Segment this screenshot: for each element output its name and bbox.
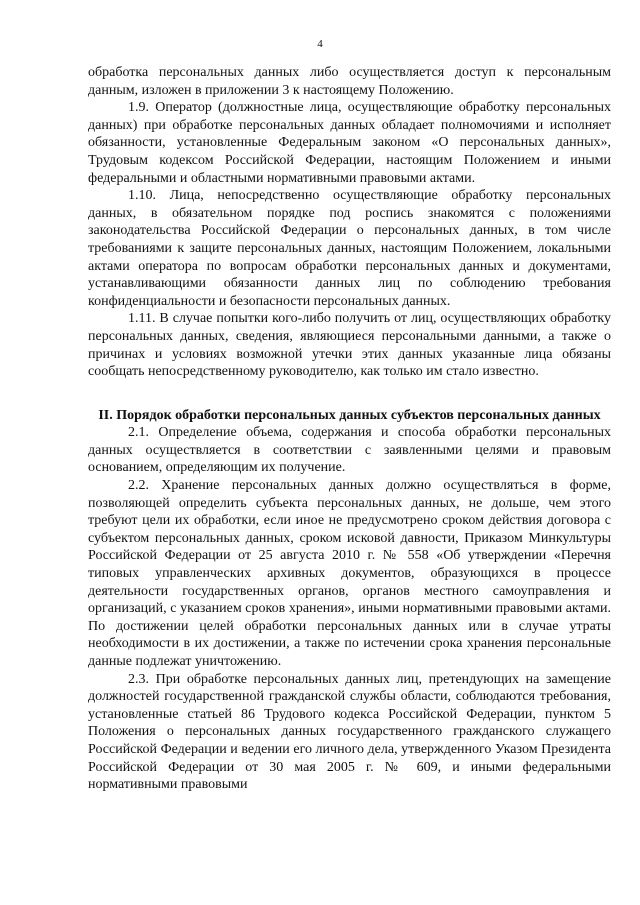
document-body	[88, 64, 611, 794]
paragraph-2-1: 2.1. Определение объема, содержания и способа обработки персональных данных осуществляется в соответствии с заявленными целями и правовым основанием, определяющим их получение.	[88, 425, 611, 476]
section-heading: II. Порядок обработки персональных данных субъектов персональных данных	[98, 407, 601, 423]
paragraph-2-3: 2.3. При обработке персональных данных лиц, претендующих на замещение должностей государственной гражданской службы области, соблюдаются требования, установленные статьей 86 Трудового кодекса Российской Федерации, пунктом 5 Положения о персональных данных государственного гражданского служащего Российской Федерации и ведении его личного дела, утвержденного Указом Президента Российской Федерации от 30 мая 2005 г. № 609, и иными федеральными нормативными правовыми	[88, 671, 611, 793]
paragraph-2-2: 2.2. Хранение персональных данных должно осуществляться в форме, позволяющей определить субъекта персональных данных, не дольше, чем этого требуют цели их обработки, если иное не предусмотрено сроком действия договора с субъектом персональных данных, сроком исковой давности, Приказом Минкультуры Российской Федерации от 25 августа 2010 г. № 558 «Об утверждении «Перечня типовых управленческих архивных документов, образующихся в процессе деятельности государственных органов, органов местного самоуправления и организаций, с указанием сроков хранения», иными нормативными правовыми актами. По достижении целей обработки персональных данных или в случае утраты необходимости в их достижении, а также по истечении срока хранения персональные данные подлежат уничтожению.	[88, 478, 611, 669]
paragraph-1-10: 1.10. Лица, непосредственно осуществляющие обработку персональных данных, в обязательном порядке под роспись знакомятся с положениями законодательства Российской Федерации о персональных данных, в том числе требованиями к защите персональных данных, настоящим Положением, локальными актами оператора по вопросам обработки персональных данных и документами, устанавливающими обязанности данных лиц по соблюдению требования конфиденциальности и безопасности персональных данных.	[88, 188, 611, 309]
page-number: 4	[317, 38, 323, 50]
paragraph-1-11: 1.11. В случае попытки кого-либо получить от лиц, осуществляющих обработку персональных данных, сведения, являющиеся персональными данными, а также о причинах и условиях возможной утечки этих данных указанные лица обязаны сообщать непосредственному руководителю, как только им стало известно.	[88, 311, 611, 380]
paragraph-1-9: 1.9. Оператор (должностные лица, осуществляющие обработку персональных данных) при обработке персональных данных обладает полномочиями и исполняет обязанности, установленные Федеральным законом «О персональных данных», Трудовым кодексом Российской Федерации, настоящим Положением и иными федеральными и областными нормативными правовыми актами.	[88, 100, 611, 186]
paragraph-continuation: обработка персональных данных либо осуществляется доступ к персональным данным, изложен в приложении 3 к настоящему Положению.	[88, 65, 611, 98]
